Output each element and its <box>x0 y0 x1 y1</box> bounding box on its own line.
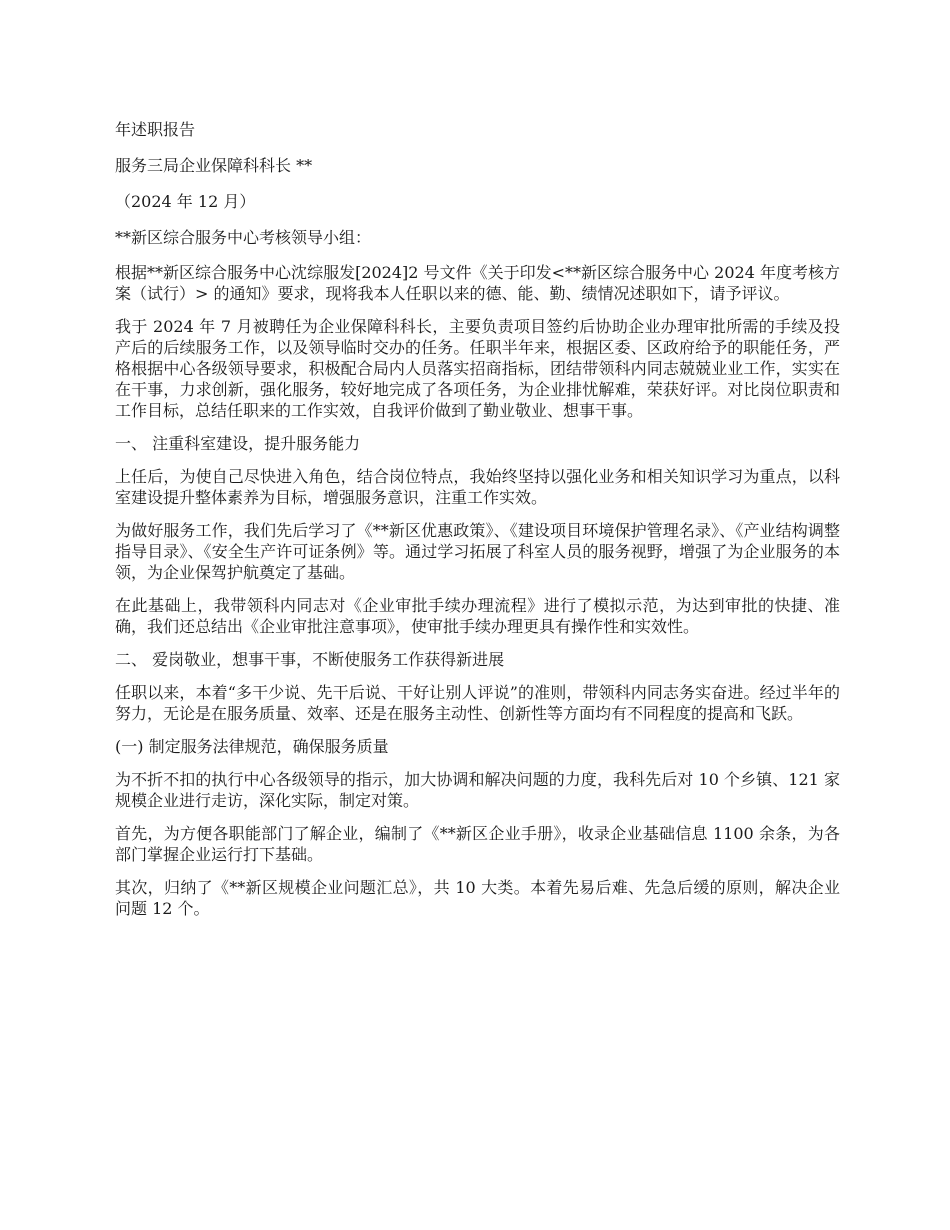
paragraph: 其次，归纳了《**新区规模企业问题汇总》，共 10 大类。本着先易后难、先急后缓的原则，解决企业问题 12 个。 <box>115 878 840 918</box>
paragraph: 首先，为方便各职能部门了解企业，编制了《**新区企业手册》，收录企业基础信息 1100 余条，为各部门掌握企业运行打下基础。 <box>115 824 840 864</box>
section-heading-1: 一、 注重科室建设，提升服务能力 <box>115 434 361 453</box>
paragraph-intro: 根据**新区综合服务中心沈综服发[2024]2 号文件《关于印发<**新区综合服务中心 2024 年度考核方案（试行）> 的通知》要求，现将我本人任职以来的德、能、勤、绩情况述职如下，请予评议。 <box>115 263 840 303</box>
paragraph: 在此基础上，我带领科内同志对《企业审批手续办理流程》进行了模拟示范，为达到审批的快捷、准确，我们还总结出《企业审批注意事项》，使审批手续办理更具有操作性和实效性。 <box>115 596 840 636</box>
paragraph: 任职以来，本着“多干少说、先干后说、干好让别人评说”的准则，带领科内同志务实奋进。经过半年的努力，无论是在服务质量、效率、还是在服务主动性、创新性等方面均有不同程度的提高和飞跃。 <box>115 683 840 723</box>
salutation: **新区综合服务中心考核领导小组： <box>115 228 372 247</box>
author-line: 服务三局企业保障科科长 ** <box>115 156 313 175</box>
paragraph: 上任后，为使自己尽快进入角色，结合岗位特点，我始终坚持以强化业务和相关知识学习为重点，以科室建设提升整体素养为目标，增强服务意识，注重工作实效。 <box>115 467 840 507</box>
document-page <box>115 118 840 931</box>
subsection-heading-1: (一) 制定服务法律规范，确保服务质量 <box>115 737 389 756</box>
paragraph-overview: 我于 2024 年 7 月被聘任为企业保障科科长，主要负责项目签约后协助企业办理审批所需的手续及投产后的后续服务工作，以及领导临时交办的任务。任职半年来，根据区委、区政府给予的职能任务，严格根据中心各级领导要求，积极配合局内人员落实招商指标，团结带领科内同志兢兢业业工作，实实在在干事，力求创新，强化服务，较好地完成了各项任务，为企业排忧解难，荣获好评。对比岗位职责和工作目标，总结任职来的工作实效，自我评价做到了勤业敬业、想事干事。 <box>115 317 840 420</box>
document-title: 年述职报告 <box>115 120 196 139</box>
paragraph: 为做好服务工作，我们先后学习了《**新区优惠政策》、《建设项目环境保护管理名录》、《产业结构调整指导目录》、《安全生产许可证条例》等。通过学习拓展了科室人员的服务视野，增强了为企业服务的本领，为企业保驾护航奠定了基础。 <box>115 521 840 582</box>
section-heading-2: 二、 爱岗敬业，想事干事，不断使服务工作获得新进展 <box>115 650 505 669</box>
paragraph: 为不折不扣的执行中心各级领导的指示，加大协调和解决问题的力度，我科先后对 10 个乡镇、121 家规模企业进行走访，深化实际，制定对策。 <box>115 770 840 810</box>
date-line: （2024 年 12 月） <box>115 192 256 211</box>
